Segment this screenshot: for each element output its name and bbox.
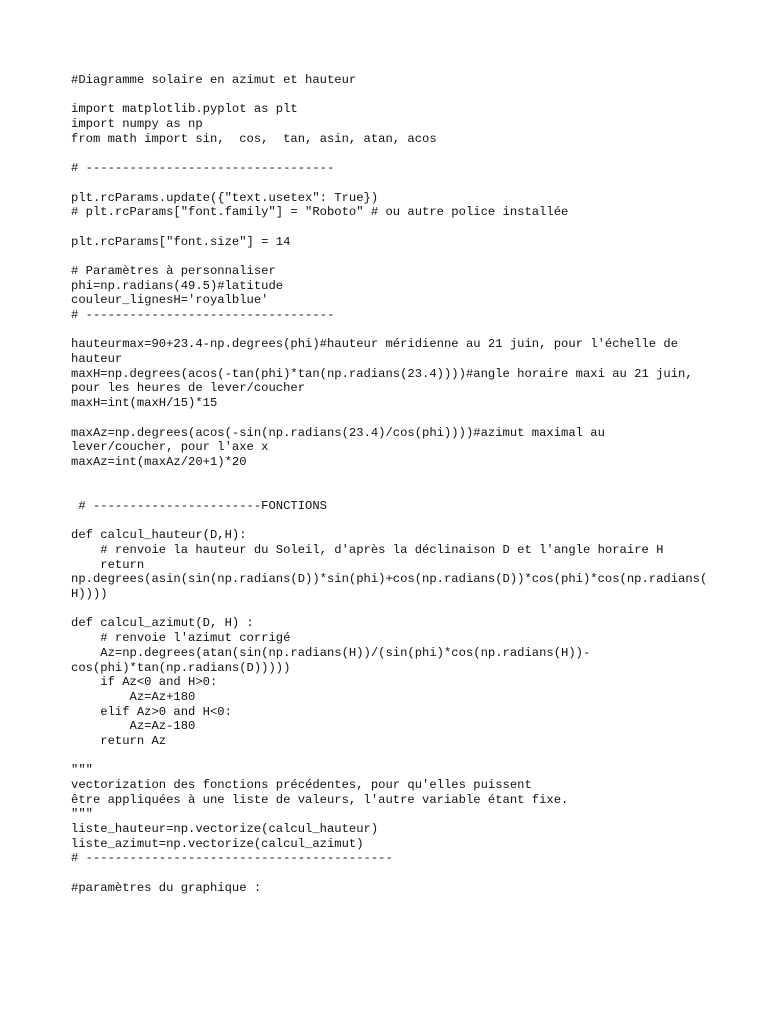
code-line [71,88,731,103]
code-line: cos(phi)*tan(np.radians(D))))) [71,660,291,675]
code-line: maxH=np.degrees(acos(-tan(phi)*tan(np.radians(23.4))))#angle horaire maxi au 21 juin, [71,366,693,381]
code-line: import numpy as np [71,117,203,132]
code-line: être appliquées à une liste de valeurs, l'autre variable étant fixe. [71,792,569,807]
code-listing [71,73,731,896]
code-line: """ [71,763,93,778]
code-line: liste_hauteur=np.vectorize(calcul_hauteur) [71,822,379,837]
code-line: # Paramètres à personnaliser [71,263,276,278]
code-line: from math import sin, cos, tan, asin, atan, acos [71,131,437,146]
code-line [71,484,731,499]
code-line [71,176,731,191]
code-line: plt.rcParams["font.size"] = 14 [71,234,291,249]
code-line: phi=np.radians(49.5)#latitude [71,278,284,293]
code-line: # ---------------------------------- [71,308,335,322]
code-line: liste_azimut=np.vectorize(calcul_azimut) [71,836,364,851]
code-line: # -----------------------FONCTIONS [71,498,327,513]
code-line [71,323,731,338]
code-line: plt.rcParams.update({"text.usetex": True}) [71,190,379,205]
code-line: # renvoie la hauteur du Soleil, d'après la déclinaison D et l'angle horaire H [71,543,664,557]
code-line: np.degrees(asin(sin(np.radians(D))*sin(phi)+cos(np.radians(D))*cos(phi)*cos(np.radians( [71,572,708,587]
code-line: hauteurmax=90+23.4-np.degrees(phi)#hauteur méridienne au 21 juin, pour l'échelle de [71,337,679,352]
code-line: # plt.rcParams["font.family"] = "Roboto" # ou autre police installée [71,205,569,220]
code-line: maxAz=int(maxAz/20+1)*20 [71,454,247,469]
code-line: maxAz=np.degrees(acos(-sin(np.radians(23.4)/cos(phi))))#azimut maximal au [71,425,605,440]
code-line: H)))) [71,587,108,602]
code-line: hauteur [71,352,123,367]
code-line: # renvoie l'azimut corrigé [71,631,291,646]
code-line: return [71,557,145,572]
code-line [71,866,731,881]
code-line: Az=np.degrees(atan(sin(np.radians(H))/(sin(phi)*cos(np.radians(H))- [71,645,591,660]
code-line [71,749,731,764]
code-line: # ---------------------------------- [71,161,335,176]
code-line: pour les heures de lever/coucher [71,381,306,396]
code-line: maxH=int(maxH/15)*15 [71,396,218,411]
code-line: Az=Az+180 [71,689,196,704]
code-line: def calcul_hauteur(D,H): [71,528,247,543]
code-line [71,514,731,529]
code-line [71,602,731,617]
code-line: #paramètres du graphique : [71,880,262,895]
code-line [71,411,731,426]
code-line: lever/coucher, pour l'axe x [71,440,269,455]
code-line: elif Az>0 and H<0: [71,704,232,719]
code-line [71,220,731,235]
code-line [71,470,731,485]
code-line: import matplotlib.pyplot as plt [71,102,298,117]
code-line [71,146,731,161]
code-line: def calcul_azimut(D, H) : [71,616,254,631]
code-line: """ [71,807,93,822]
code-line: # ------------------------------------------ [71,851,393,866]
code-line: return Az [71,733,167,748]
code-line: #Diagramme solaire en azimut et hauteur [71,73,357,87]
code-line: Az=Az-180 [71,719,196,734]
code-line: vectorization des fonctions précédentes, pour qu'elles puissent [71,778,532,792]
code-line: if Az<0 and H>0: [71,675,218,690]
code-line [71,249,731,264]
code-line: couleur_lignesH='royalblue' [71,293,269,308]
